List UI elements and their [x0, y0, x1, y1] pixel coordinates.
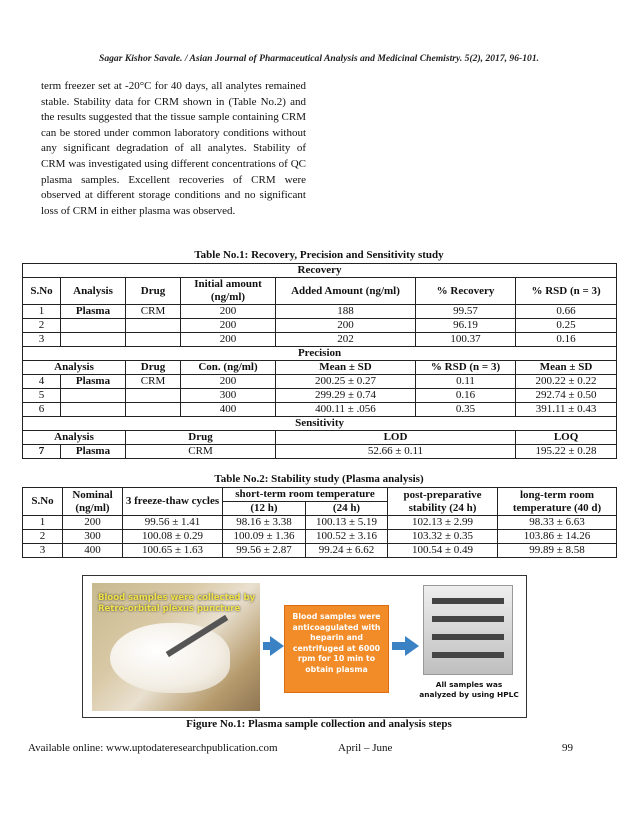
table-cell: 100.65 ± 1.63: [123, 544, 223, 558]
table-cell: 100.37: [416, 333, 516, 347]
col-header: Added Amount (ng/ml): [276, 278, 416, 305]
table-cell: 200: [181, 333, 276, 347]
table-cell: 6: [23, 403, 61, 417]
table-cell: 3: [23, 544, 63, 558]
col-header: Con. (ng/ml): [181, 361, 276, 375]
photo-caption-text: Blood samples were collected by Retro-orbital plexus puncture: [98, 593, 256, 614]
table-row: [23, 530, 617, 544]
col-header: LOQ: [516, 431, 617, 445]
sensitivity-header-row: [23, 431, 617, 445]
col-header: Nominal (ng/ml): [63, 488, 123, 516]
table-cell: 200: [181, 319, 276, 333]
table2: [22, 487, 617, 558]
table-cell: 52.66 ± 0.11: [276, 445, 516, 459]
table-cell: 100.54 ± 0.49: [388, 544, 498, 558]
col-header: 3 freeze-thaw cycles: [123, 488, 223, 516]
table-cell: [126, 403, 181, 417]
arrow-right-icon: [405, 636, 419, 656]
table-cell: [61, 389, 126, 403]
recovery-section-row: [23, 264, 617, 278]
journal-header: Sagar Kishor Savale. / Asian Journal of Pharmaceutical Analysis and Medicinal Chemistry. 5(2), 2017, 96-101.: [98, 53, 540, 64]
table-cell: [61, 319, 126, 333]
precision-section-row: [23, 347, 617, 361]
sensitivity-title: Sensitivity: [23, 417, 617, 431]
hplc-tray: [432, 616, 504, 622]
table-cell: 100.13 ± 5.19: [306, 516, 388, 530]
table-cell: 99.56 ± 2.87: [223, 544, 306, 558]
rat-shape: [110, 623, 230, 693]
table-row: [23, 544, 617, 558]
table-cell: 0.66: [516, 305, 617, 319]
hplc-tray: [432, 652, 504, 658]
table-cell: 200.25 ± 0.27: [276, 375, 416, 389]
table2-caption: Table No.2: Stability study (Plasma analysis): [214, 473, 424, 485]
table-cell: CRM: [126, 375, 181, 389]
col-header: % RSD (n = 3): [516, 278, 617, 305]
table-row: [23, 305, 617, 319]
col-header: Drug: [126, 278, 181, 305]
table-cell: 200: [63, 516, 123, 530]
table-cell: Plasma: [61, 305, 126, 319]
table-cell: 2: [23, 319, 61, 333]
col-header: % RSD (n = 3): [416, 361, 516, 375]
table-row: [23, 389, 617, 403]
table-cell: 100.52 ± 3.16: [306, 530, 388, 544]
table-cell: 7: [23, 445, 61, 459]
arrow-2-shaft: [392, 642, 406, 650]
col-header: Drug: [126, 431, 276, 445]
table-cell: 102.13 ± 2.99: [388, 516, 498, 530]
figure-caption: Figure No.1: Plasma sample collection and analysis steps: [186, 718, 452, 730]
table-cell: 98.33 ± 6.63: [498, 516, 617, 530]
col-header: (12 h): [223, 502, 306, 516]
footer-period: April – June: [338, 742, 393, 754]
table-cell: 200: [276, 319, 416, 333]
arrow-right-icon: [270, 636, 284, 656]
col-header: Drug: [126, 361, 181, 375]
table-cell: 0.16: [416, 389, 516, 403]
table-cell: 195.22 ± 0.28: [516, 445, 617, 459]
table-cell: 188: [276, 305, 416, 319]
table-cell: 200: [181, 375, 276, 389]
table-cell: 200: [181, 305, 276, 319]
col-header: Mean ± SD: [276, 361, 416, 375]
table-cell: Plasma: [61, 445, 126, 459]
table-cell: 3: [23, 333, 61, 347]
table-cell: 1: [23, 516, 63, 530]
table-cell: 96.19: [416, 319, 516, 333]
table1-caption: Table No.1: Recovery, Precision and Sensitivity study: [194, 249, 444, 261]
table-cell: 202: [276, 333, 416, 347]
table-cell: Plasma: [61, 375, 126, 389]
table-cell: 0.11: [416, 375, 516, 389]
col-header: (24 h): [306, 502, 388, 516]
table-cell: 0.35: [416, 403, 516, 417]
table-row: [23, 333, 617, 347]
table-cell: CRM: [126, 305, 181, 319]
recovery-title: Recovery: [23, 264, 617, 278]
table-cell: 300: [63, 530, 123, 544]
hplc-instrument-photo: [423, 585, 513, 675]
col-header: Analysis: [61, 278, 126, 305]
table-row: [23, 516, 617, 530]
table-cell: 0.16: [516, 333, 617, 347]
table2-header-row: [23, 488, 617, 502]
col-header: % Recovery: [416, 278, 516, 305]
table-cell: 5: [23, 389, 61, 403]
hplc-caption-text: All samples was analyzed by using HPLC: [419, 680, 519, 699]
table-cell: 100.08 ± 0.29: [123, 530, 223, 544]
hplc-tray: [432, 598, 504, 604]
table-cell: [126, 389, 181, 403]
table-cell: [61, 403, 126, 417]
table-cell: 98.16 ± 3.38: [223, 516, 306, 530]
col-header: S.No: [23, 278, 61, 305]
col-header: long-term room temperature (40 d): [498, 488, 617, 516]
col-header: S.No: [23, 488, 63, 516]
table-cell: 100.09 ± 1.36: [223, 530, 306, 544]
table-cell: 103.86 ± 14.26: [498, 530, 617, 544]
table-cell: [61, 333, 126, 347]
table-cell: 200.22 ± 0.22: [516, 375, 617, 389]
table-cell: 400: [181, 403, 276, 417]
table-cell: 99.89 ± 8.58: [498, 544, 617, 558]
col-header: short-term room temperature: [223, 488, 388, 502]
footer-online: Available online: www.uptodateresearchpublication.com: [28, 742, 278, 754]
table-cell: [126, 319, 181, 333]
table-cell: 391.11 ± 0.43: [516, 403, 617, 417]
table-row: [23, 445, 617, 459]
col-header: LOD: [276, 431, 516, 445]
precision-header-row: [23, 361, 617, 375]
table-cell: 1: [23, 305, 61, 319]
table-cell: 400: [63, 544, 123, 558]
table-cell: 2: [23, 530, 63, 544]
table-cell: 99.24 ± 6.62: [306, 544, 388, 558]
col-header: post-preparative stability (24 h): [388, 488, 498, 516]
table-row: [23, 375, 617, 389]
table-cell: 400.11 ± .056: [276, 403, 416, 417]
col-header: Analysis: [23, 431, 126, 445]
table-cell: 99.57: [416, 305, 516, 319]
table-cell: 300: [181, 389, 276, 403]
figure-plasma-steps: [82, 575, 527, 718]
table-cell: 4: [23, 375, 61, 389]
table-cell: 0.25: [516, 319, 617, 333]
table-cell: 99.56 ± 1.41: [123, 516, 223, 530]
table-cell: 299.29 ± 0.74: [276, 389, 416, 403]
table-cell: CRM: [126, 445, 276, 459]
table-cell: 103.32 ± 0.35: [388, 530, 498, 544]
sensitivity-section-row: [23, 417, 617, 431]
rat-blood-collection-photo: [92, 583, 260, 711]
table-row: [23, 319, 617, 333]
recovery-header-row: [23, 278, 617, 305]
centrifuge-step-box: Blood samples were anticoagulated with heparin and centrifuged at 6000 rpm for 10 min to obtain plasma: [284, 605, 389, 693]
table1: [22, 263, 617, 459]
body-paragraph: term freezer set at -20°C for 40 days, all analytes remained stable. Stability data for CRM shown in (Table No.2) and the results suggested that the tissue sample containing CRM can be stored under common laboratory conditions without any significant degradation of all analytes. Stability of CRM was investigated using different concentrations of QC plasma samples. Excellent recoveries of CRM were observed at different storage conditions and no significant loss of CRM in either plasma was observed.: [41, 80, 306, 217]
table-row: [23, 403, 617, 417]
precision-title: Precision: [23, 347, 617, 361]
col-header: Analysis: [23, 361, 126, 375]
table-cell: [126, 333, 181, 347]
page-number: 99: [562, 742, 573, 754]
hplc-tray: [432, 634, 504, 640]
col-header: Mean ± SD: [516, 361, 617, 375]
table-cell: 292.74 ± 0.50: [516, 389, 617, 403]
col-header: Initial amount (ng/ml): [181, 278, 276, 305]
